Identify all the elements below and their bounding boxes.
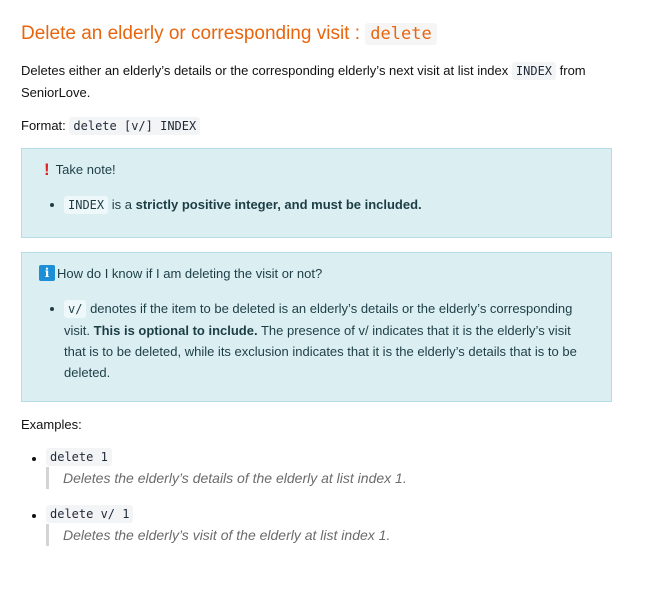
description-before: Deletes either an elderly’s details or the corresponding elderly’s next visit at list index	[21, 63, 512, 78]
note-header-text: Take note!	[55, 162, 116, 177]
description-after: from SeniorLove.	[21, 63, 586, 100]
info-item-part2: The presence of v/ indicates that it is the elderly’s visit that is to be deleted, while its exclusion indicates that it is the elderly’s details that is to be deleted.	[64, 323, 577, 380]
example-explanation: Deletes the elderly’s details of the elderly at list index 1.	[46, 467, 621, 489]
info-icon: i	[39, 265, 55, 281]
note-index-code: INDEX	[64, 196, 108, 214]
note-item	[64, 194, 592, 216]
format-label: Format:	[21, 118, 70, 133]
example-item	[21, 505, 621, 546]
info-v-code: v/	[64, 300, 86, 318]
info-item-bold: This is optional to include.	[93, 323, 258, 338]
example-command: delete 1	[46, 448, 112, 466]
note-item-bold: strictly positive integer, and must be included.	[135, 197, 422, 212]
example-command: delete v/ 1	[46, 505, 133, 523]
command-description	[21, 60, 621, 103]
info-header	[39, 265, 322, 281]
note-box	[21, 148, 612, 238]
info-list	[64, 298, 592, 383]
examples-list	[21, 448, 621, 562]
info-header-text: How do I know if I am deleting the visit or not?	[57, 265, 323, 281]
info-box	[21, 252, 612, 402]
note-header	[44, 161, 116, 178]
format-line	[21, 115, 200, 137]
examples-label: Examples:	[21, 417, 82, 432]
example-item	[21, 448, 621, 489]
note-item-plain: is a	[108, 197, 136, 212]
info-item-part1: denotes if the item to be deleted is an elderly’s details or the elderly’s corresponding visit.	[64, 301, 573, 338]
section-title	[21, 20, 437, 48]
description-index-code: INDEX	[512, 62, 556, 80]
section-title-text: Delete an elderly or corresponding visit :	[21, 23, 366, 44]
example-explanation: Deletes the elderly’s visit of the elderly at list index 1.	[46, 524, 621, 546]
format-code: delete [v/] INDEX	[69, 117, 200, 135]
note-list	[64, 194, 592, 216]
info-item	[64, 298, 592, 383]
exclamation-icon: !	[44, 160, 50, 179]
title-command-code: delete	[365, 23, 436, 45]
